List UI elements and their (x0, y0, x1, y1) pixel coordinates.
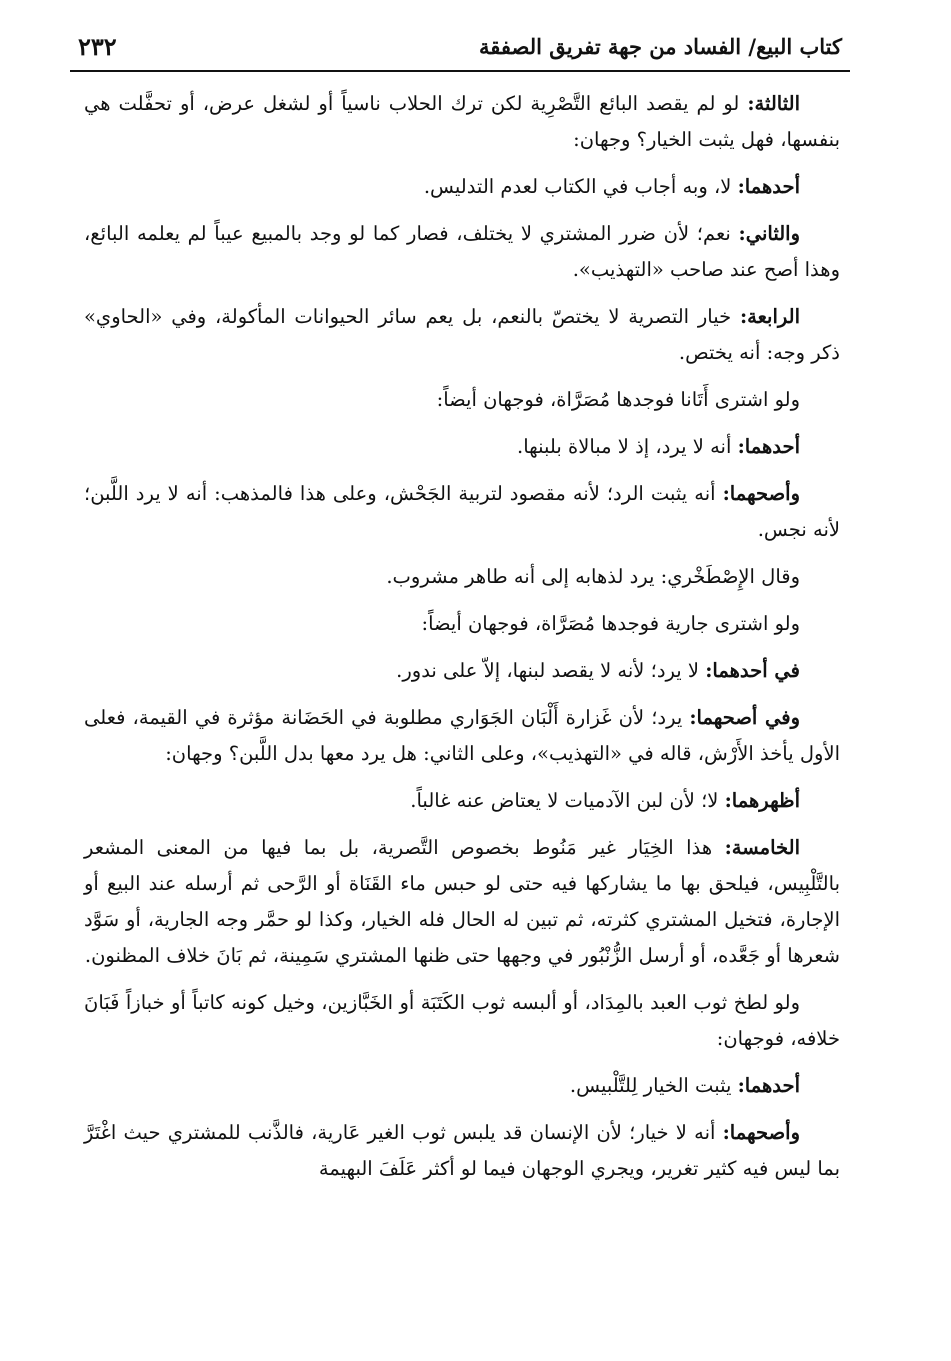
paragraph (84, 1068, 840, 1104)
paragraph-text: أنه يثبت الرد؛ لأنه مقصود لتربية الجَحْش، وعلى هذا فالمذهب: أنه لا يرد اللَّبن؛ لأنه نجس. (84, 482, 840, 541)
paragraph-term: وأصحهما: (722, 1121, 800, 1144)
paragraph-text: لو لم يقصد البائع التَّصْرِية لكن ترك الحلاب ناسياً أو لشغل عرض، أو تحفَّلت هي بنفسها، فهل يثبت الخيار؟ وجهان: (84, 92, 840, 151)
paragraph (84, 653, 840, 689)
paragraph-text: هذا الخِيَار غير مَنُوط بخصوص التَّصرية، بل بما فيها من المعنى المشعر بالتَّلْبِيس، فيلحق بها ما يشاركها فيه حتى لو حبس ماء القَنَاة أو الرَّحى ثم أرسله عند البيع أو الإجارة، فتخيل المشتري كثرته، ثم تبين له الحال فله الخيار، وكذا لو حمَّر وجه الجارية، أو سَوَّد شعرها أو جَعَّده، أو أرسل الزُّنْبُور في وجهها حتى ظنها المشتري سَمِينة، ثم بَانَ خلاف المظنون. (84, 836, 840, 967)
paragraph-term: أحدهما: (737, 435, 800, 458)
paragraph-text: وقال الإِصْطَخْري: يرد لذهابه إلى أنه طاهر مشروب. (386, 565, 800, 588)
paragraph-text: خيار التصرية لا يختصّ بالنعم، بل يعم سائر الحيوانات المأكولة، وفي «الحاوي» ذكر وجه: أنه يختص. (84, 305, 840, 364)
paragraph (84, 1115, 840, 1187)
paragraph-term: وفي أصحهما: (689, 706, 800, 729)
paragraph-text: ولو اشترى أَتَانا فوجدها مُصَرَّاة، فوجهان أيضاً: (436, 388, 800, 411)
paragraph-term: في أحدهما: (705, 659, 800, 682)
paragraph-text: يثبت الخيار لِلتَّلْبيس. (569, 1074, 738, 1097)
running-title: كتاب البيع/ الفساد من جهة تفريق الصفقة (479, 34, 842, 59)
paragraph (84, 476, 840, 548)
paragraph-term: والثاني: (738, 222, 800, 245)
paragraph (84, 783, 840, 819)
paragraph-term: أظهرهما: (724, 789, 800, 812)
page-number: ٢٣٢ (78, 32, 117, 61)
paragraph-term: الرابعة: (739, 305, 800, 328)
paragraph (84, 299, 840, 371)
paragraph-text: يرد؛ لأن غَزارة أَلْبَان الجَوَاري مطلوبة في الحَضَانة مؤثرة في القيمة، فعلى الأول يأخذ الأَرْش، قاله في «التهذيب»، وعلى الثاني: هل يرد معها بدل اللَّبن؟ وجهان: (84, 706, 840, 765)
paragraph-term: أحدهما: (737, 175, 800, 198)
paragraph (84, 169, 840, 205)
paragraph (84, 86, 840, 158)
book-page (70, 24, 850, 1334)
paragraph (84, 606, 840, 642)
paragraph (84, 216, 840, 288)
paragraph-text: ولو اشترى جارية فوجدها مُصَرَّاة، فوجهان أيضاً: (421, 612, 800, 635)
paragraph-term: أحدهما: (737, 1074, 800, 1097)
paragraph-text: ولو لطخ ثوب العبد بالمِدَاد، أو ألبسه ثوب الكَتَبَة أو الخَبَّازين، وخيل كونه كاتباً أو خبازاً فَبَانَ خلافه، فوجهان: (84, 991, 840, 1050)
paragraph-text: أنه لا خيار؛ لأن الإنسان قد يلبس ثوب الغير عَارية، فالذَّنب للمشتري حيث اغْتَرَّ بما ليس فيه كثير تغرير، ويجري الوجهان فيما لو أكثر عَلَفَ البهيمة (84, 1121, 840, 1180)
paragraph-text: لا؛ لأن لبن الآدميات لا يعتاض عنه غالباً. (410, 789, 725, 812)
paragraph (84, 559, 840, 595)
paragraph (84, 382, 840, 418)
paragraph-text: لا يرد؛ لأنه لا يقصد لبنها، إلاّ على ندور. (396, 659, 706, 682)
paragraph (84, 700, 840, 772)
paragraph-text: لا، وبه أجاب في الكتاب لعدم التدليس. (423, 175, 738, 198)
page-body (84, 86, 840, 1198)
paragraph-text: أنه لا يرد، إذ لا مبالاة بلبنها. (517, 435, 738, 458)
paragraph-term: الثالثة: (747, 92, 800, 115)
paragraph (84, 830, 840, 974)
paragraph-text: نعم؛ لأن ضرر المشتري لا يختلف، فصار كما لو وجد بالمبيع عيباً لم يعلمه البائع، وهذا أصح عند صاحب «التهذيب». (84, 222, 840, 281)
paragraph-term: وأصحهما: (722, 482, 800, 505)
page-header (70, 24, 850, 72)
paragraph-term: الخامسة: (724, 836, 800, 859)
paragraph (84, 429, 840, 465)
paragraph (84, 985, 840, 1057)
